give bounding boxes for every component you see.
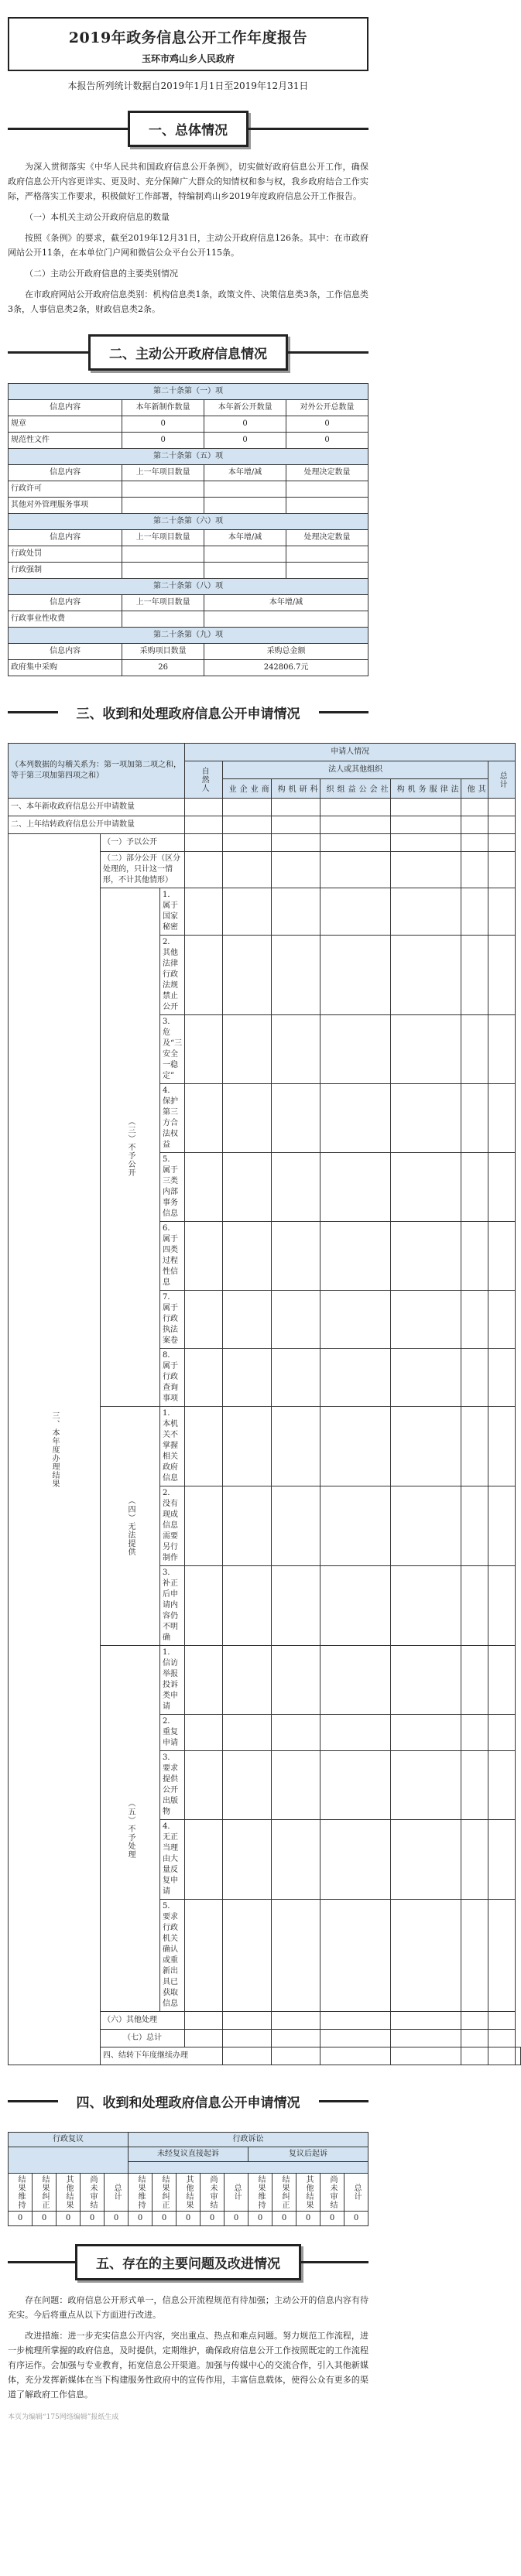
col-header: 处理决定数量	[286, 530, 368, 546]
legal-header: 法人或其他组织	[223, 761, 488, 779]
cell: 0	[129, 2212, 153, 2226]
col-header: 本年增/减	[204, 465, 286, 481]
col-header: 自然人	[185, 761, 223, 799]
col-header: 信息内容	[9, 465, 122, 481]
col-header: 采购总金额	[204, 644, 368, 660]
row-label: （二）部分公开（区分处理的，只计这一情形，不计其他情形）	[101, 852, 185, 888]
row-label: 行政事业性收费	[9, 611, 122, 628]
row-label: 4．无正当理由大量反复申请	[160, 1820, 185, 1900]
title-box	[8, 17, 368, 71]
divider	[301, 2261, 368, 2263]
divider	[8, 128, 128, 130]
report-subtitle: 玉环市鸡山乡人民政府	[141, 53, 235, 64]
col-header: 总计	[344, 2174, 368, 2212]
cell	[122, 481, 204, 498]
col-header: 其他结果	[57, 2174, 81, 2212]
col-header: 结果维持	[129, 2174, 153, 2212]
table-row-header: 第二十条第（一）项	[9, 384, 368, 400]
col-header: 其他结果	[296, 2174, 320, 2212]
cell: 0	[122, 416, 204, 433]
cell: 0	[249, 2212, 272, 2226]
applicant-header: 申请人情况	[185, 744, 516, 761]
cell: 0	[296, 2212, 320, 2226]
col-header: 结果纠正	[33, 2174, 57, 2212]
cell	[204, 481, 286, 498]
col-header: 上一年项目数量	[122, 530, 204, 546]
table-row	[9, 2212, 368, 2226]
col-header: 信息内容	[9, 595, 122, 611]
col-header: 尚未审结	[320, 2174, 344, 2212]
col-header: 其他结果	[177, 2174, 201, 2212]
section-5-title: 五、存在的主要问题及改进情况	[75, 2244, 301, 2280]
footer-note: 本页为编辑“175网络编辑”报纸生成	[8, 2414, 119, 2421]
row-label: 规章	[9, 416, 122, 433]
cell	[286, 481, 368, 498]
divider	[249, 128, 368, 130]
cell: 0	[81, 2212, 105, 2226]
divider	[288, 351, 368, 354]
divider	[8, 2100, 58, 2102]
cell: 0	[33, 2212, 57, 2226]
row-label: 四、结转下年度继续办理	[101, 2047, 223, 2065]
table-row-header: 第二十条第（五）项	[9, 449, 368, 465]
requests-table	[8, 743, 521, 2065]
cell	[286, 498, 368, 514]
row-label: 5．属于三类内部事务信息	[160, 1153, 185, 1222]
row-label: 8．属于行政查询事项	[160, 1349, 185, 1407]
row-label: 其他对外管理服务事项	[9, 498, 122, 514]
col-header: 总计	[225, 2174, 249, 2212]
row-label: 行政处罚	[9, 546, 122, 563]
col-header: 采购项目数量	[122, 644, 204, 660]
col-header: 本年增/减	[204, 595, 368, 611]
section-4-title: 四、收到和处理政府信息公开申请情况	[76, 2095, 300, 2111]
row-label: 3．补正后申请内容仍不明确	[160, 1566, 185, 1646]
row-label: 2．重复申请	[160, 1715, 185, 1751]
table-row	[9, 416, 368, 433]
section-5-header	[8, 2239, 368, 2285]
row-label: 1．信访举报投诉类申请	[160, 1646, 185, 1715]
overview-paragraph: （一）本机关主动公开政府信息的数量	[25, 212, 170, 222]
table-row-header: 第二十条第（六）项	[9, 514, 368, 530]
row-label: 1．本机关不掌握相关政府信息	[160, 1407, 185, 1486]
row-label: 二、上年结转政府信息公开申请数量	[9, 816, 185, 834]
table-row	[9, 481, 368, 498]
cell	[204, 498, 286, 514]
table-row	[9, 611, 368, 628]
cell: 0	[286, 416, 368, 433]
overview-paragraph: （二）主动公开政府信息的主要类别情况	[25, 269, 178, 279]
issues-paragraph: 存在问题：政府信息公开形式单一，信息公开流程规范有待加强；主动公开的信息内容有待充实。今后将重点从以下方面进行改进。	[8, 2295, 368, 2320]
cell: 0	[57, 2212, 81, 2226]
lawsuit-header: 行政诉讼	[129, 2133, 368, 2147]
col-header: 总计	[105, 2174, 129, 2212]
cell: 0	[272, 2212, 296, 2226]
cell: 0	[286, 433, 368, 449]
row-label: 6．属于四类过程性信息	[160, 1222, 185, 1291]
table-row-header: 第二十条第（九）项	[9, 628, 368, 644]
review-lawsuit-table	[8, 2132, 368, 2226]
table-row	[9, 799, 521, 816]
cell	[204, 563, 286, 579]
row-label: 2．没有现成信息需要另行制作	[160, 1486, 185, 1566]
row-label: （六）其他处理	[101, 2012, 185, 2030]
col-header: 本年新公开数量	[204, 400, 286, 416]
overview-paragraph: 为深入贯彻落实《中华人民共和国政府信息公开条例》，切实做好政府信息公开工作，确保政府信息公开内容更详实、更及时、充分保障广大群众的知情权和参与权，我乡政府结合工作实际，严格落实工作要求，积极做好工作部署，特编制鸡山乡2019年度政府信息公开工作报告。	[8, 162, 368, 201]
col-header: 处理决定数量	[286, 465, 368, 481]
col-header: 结果维持	[9, 2174, 33, 2212]
report-content	[8, 0, 507, 2421]
cell	[122, 563, 204, 579]
report-period: 本报告所列统计数据自2019年1月1日至2019年12月31日	[67, 80, 309, 91]
col-header: 信息内容	[9, 530, 122, 546]
section-1-header	[8, 105, 368, 152]
col-header: 结果纠正	[272, 2174, 296, 2212]
col-header: 商业企业	[223, 779, 272, 799]
review-header: 行政复议	[9, 2133, 129, 2147]
section-4-header	[8, 2078, 368, 2124]
cell: 26	[122, 660, 204, 676]
col-header: 尚未审结	[201, 2174, 225, 2212]
cell	[122, 498, 204, 514]
row-label: 行政许可	[9, 481, 122, 498]
cell: 0	[344, 2212, 368, 2226]
table-row	[9, 498, 368, 514]
cell: 0	[153, 2212, 177, 2226]
row-label: 3．要求提供公开出版物	[160, 1751, 185, 1820]
divider	[8, 711, 58, 713]
cell: 0	[9, 2212, 33, 2226]
after-review-header: 复议后起诉	[249, 2147, 368, 2162]
table-row	[9, 563, 368, 579]
active-disclosure-table	[8, 383, 368, 676]
divider	[8, 351, 88, 354]
divider	[319, 2100, 369, 2102]
cell: 0	[105, 2212, 129, 2226]
col-header: 上一年项目数量	[122, 465, 204, 481]
row-label: （一）予以公开	[101, 834, 185, 852]
table-row	[9, 660, 368, 676]
row-label: 4．保护第三方合法权益	[160, 1084, 185, 1153]
row-label: 3．危及“三安全一稳定”	[160, 1015, 185, 1084]
group-label: （四）无法提供	[101, 1407, 160, 1646]
section-2-header	[8, 329, 368, 375]
cell	[204, 546, 286, 563]
overview-paragraph: 按照《条例》的要求，截至2019年12月31日，主动公开政府信息126条。其中：在市政府网站公开11条，在本单位门户网和微信公众平台公开115条。	[8, 233, 368, 258]
cell: 0	[201, 2212, 225, 2226]
col-header: 其他	[461, 779, 488, 799]
group-label: （三）不予公开	[101, 888, 160, 1407]
col-header: 科研机构	[272, 779, 320, 799]
cell: 0	[204, 433, 286, 449]
cell: 0	[122, 433, 204, 449]
cell	[122, 546, 204, 563]
cell: 0	[320, 2212, 344, 2226]
cell: 0	[225, 2212, 249, 2226]
divider	[8, 2261, 75, 2263]
table-row-header: 第二十条第（八）项	[9, 579, 368, 595]
row-label: 规范性文件	[9, 433, 122, 449]
table-row	[9, 834, 521, 852]
col-header: 上一年项目数量	[122, 595, 204, 611]
col-header: 对外公开总数量	[286, 400, 368, 416]
issues-paragraph: 改进措施：进一步充实信息公开内容，突出重点、热点和难点问题。努力规范工作流程，进一步梳理所掌握的政府信息，及时提供，定期维护，确保政府信息公开工作按照既定的工作流程有序运作。会加强与专业教育，拓宽信息公开渠道。加强与传媒中心的交流合作，引入其他新媒体，充分发挥新媒体在当下构建服务性政府中的宣传作用，丰富信息载体，使得公众有更多的渠道了解政府工作信息。	[8, 2331, 368, 2400]
report-title: 2019年政务信息公开工作年度报告	[68, 29, 308, 46]
col-header: 总计	[488, 761, 516, 799]
group-label: （五）不予处理	[101, 1646, 160, 2012]
section-3-header	[8, 689, 368, 735]
col-header: 尚未审结	[81, 2174, 105, 2212]
cell: 242806.7元	[204, 660, 368, 676]
row-label: 政府集中采购	[9, 660, 122, 676]
col-header: 信息内容	[9, 644, 122, 660]
table-row	[9, 816, 521, 834]
cell	[286, 546, 368, 563]
divider	[319, 711, 369, 713]
row-label: 1．属于国家秘密	[160, 888, 185, 936]
cell	[122, 611, 204, 628]
cell: 0	[204, 416, 286, 433]
section-3-title: 三、收到和处理政府信息公开申请情况	[76, 706, 300, 722]
row-label: 5．要求行政机关确认或重新出具已获取信息	[160, 1900, 185, 2012]
overview-paragraph: 在市政府网站公开政府信息类别：机构信息类1条，政策文件、决策信息类3条，工作信息类3条，人事信息类2条，财政信息类2条。	[8, 289, 368, 314]
group-label: 三、本年度办理结果	[9, 834, 101, 2065]
section-1-title: 一、总体情况	[128, 111, 249, 147]
col-header: 结果纠正	[153, 2174, 177, 2212]
col-header: 结果维持	[249, 2174, 272, 2212]
cell	[286, 563, 368, 579]
section-2-title: 二、主动公开政府信息情况	[88, 334, 288, 371]
col-header: 本年增/减	[204, 530, 286, 546]
cell	[204, 611, 368, 628]
col-header: 信息内容	[9, 400, 122, 416]
corner-note: （本列数据的勾稽关系为：第一项加第二项之和，等于第三项加第四项之和）	[9, 744, 185, 799]
row-label: 一、本年新收政府信息公开申请数量	[9, 799, 185, 816]
row-label: 7．属于行政执法案卷	[160, 1291, 185, 1349]
table-row	[9, 546, 368, 563]
col-header: 本年新制作数量	[122, 400, 204, 416]
col-header: 社会公益组织	[320, 779, 391, 799]
not-review-header: 未经复议直接起诉	[129, 2147, 249, 2162]
row-label: 行政强制	[9, 563, 122, 579]
row-label: 2．其他法律行政法规禁止公开	[160, 936, 185, 1015]
cell: 0	[177, 2212, 201, 2226]
col-header: 法律服务机构	[391, 779, 461, 799]
table-row	[9, 433, 368, 449]
row-label: （七）总计	[101, 2030, 185, 2047]
